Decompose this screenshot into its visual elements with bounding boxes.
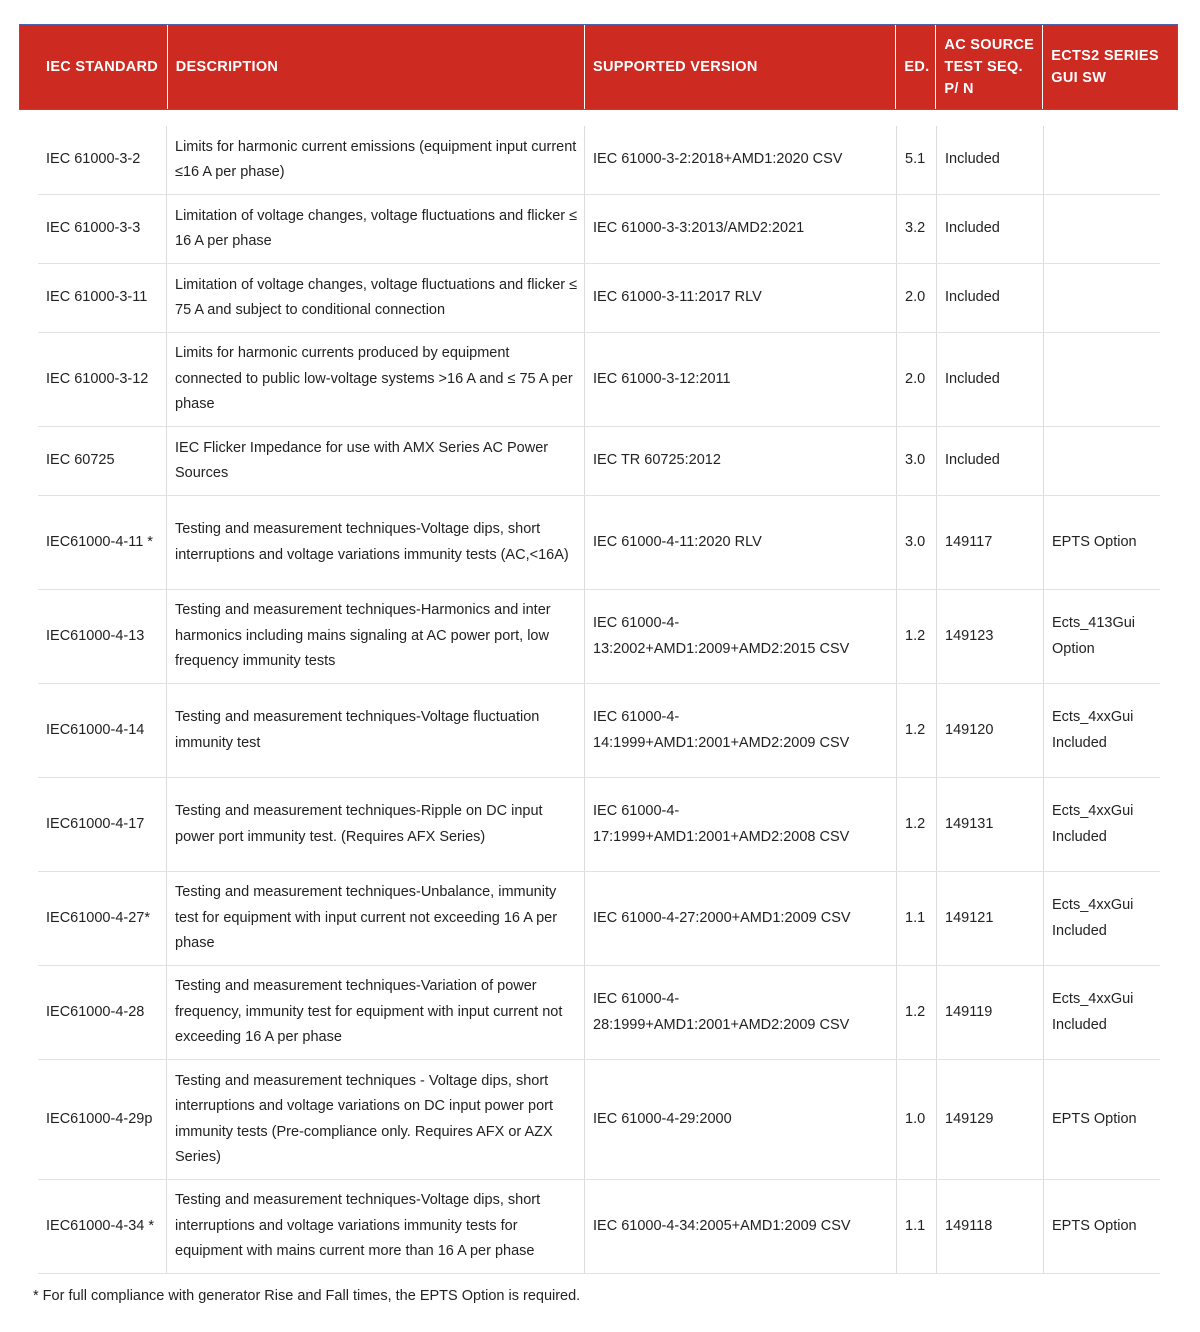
row-standard: IEC 61000-3-3 <box>46 220 141 237</box>
row-test-seq: 149120 <box>936 684 1043 777</box>
row-standard: IEC 61000-3-11 <box>46 289 148 306</box>
table-row <box>38 590 1160 684</box>
row-test-seq: Included <box>936 126 1043 194</box>
row-edition: 1.0 <box>896 1060 936 1179</box>
row-description: Testing and measurement techniques-Ripple on DC input power port immunity test. (Requires AFX Series) <box>166 778 584 871</box>
row-description: Limits for harmonic currents produced by equipment connected to public low-voltage systems >16 A and ≤ 75 A per phase <box>166 333 584 426</box>
standards-table <box>38 126 1160 1274</box>
row-supported-version: IEC 61000-4-28:1999+AMD1:2001+AMD2:2009 CSV <box>584 966 896 1059</box>
row-supported-version: IEC 61000-3-12:2011 <box>584 333 896 426</box>
row-standard: IEC61000-4-13 <box>46 627 145 644</box>
row-description: Testing and measurement techniques-Voltage dips, short interruptions and voltage variations immunity tests for equipment with mains current more than 16 A per phase <box>166 1180 584 1273</box>
row-edition: 3.0 <box>896 496 936 589</box>
row-standard: IEC61000-4-28 <box>46 1003 145 1020</box>
row-standard: IEC 61000-3-2 <box>46 151 141 168</box>
row-description: Testing and measurement techniques-Voltage dips, short interruptions and voltage variations immunity tests (AC,<16A) <box>166 496 584 589</box>
row-test-seq: 149119 <box>936 966 1043 1059</box>
table-row <box>38 778 1160 872</box>
row-standard: IEC61000-4-11 * <box>46 533 153 550</box>
row-edition: 5.1 <box>896 126 936 194</box>
row-supported-version: IEC 61000-3-3:2013/AMD2:2021 <box>584 195 896 263</box>
row-supported-version: IEC 61000-4-17:1999+AMD1:2001+AMD2:2008 CSV <box>584 778 896 871</box>
table-row <box>38 1060 1160 1180</box>
row-gui-sw: Ects_4xxGui Included <box>1043 778 1160 871</box>
row-standard: IEC61000-4-29p <box>46 1110 153 1127</box>
row-description: Testing and measurement techniques-Variation of power frequency, immunity test for equipment with input current not exceeding 16 A per phase <box>166 966 584 1059</box>
row-gui-sw: Ects_4xxGui Included <box>1043 966 1160 1059</box>
row-supported-version: IEC 61000-4-13:2002+AMD1:2009+AMD2:2015 CSV <box>584 590 896 683</box>
row-gui-sw: Ects_4xxGui Included <box>1043 872 1160 965</box>
table-row <box>38 1180 1160 1274</box>
row-test-seq: Included <box>936 195 1043 263</box>
row-description: Testing and measurement techniques-Voltage fluctuation immunity test <box>166 684 584 777</box>
row-standard: IEC61000-4-27* <box>46 909 150 926</box>
row-test-seq: 149118 <box>936 1180 1043 1273</box>
row-description: Limitation of voltage changes, voltage fluctuations and flicker ≤ 16 A per phase <box>166 195 584 263</box>
row-test-seq: 149129 <box>936 1060 1043 1179</box>
row-test-seq: Included <box>936 427 1043 495</box>
row-edition: 3.0 <box>896 427 936 495</box>
table-row <box>38 496 1160 590</box>
header-iec-standard: IEC STANDARD <box>46 59 159 75</box>
row-test-seq: 149123 <box>936 590 1043 683</box>
row-supported-version: IEC 61000-3-2:2018+AMD1:2020 CSV <box>584 126 896 194</box>
footnote: * For full compliance with generator Rise and Fall times, the EPTS Option is required. <box>33 1288 581 1304</box>
row-edition: 1.1 <box>896 1180 936 1273</box>
row-supported-version: IEC 61000-4-34:2005+AMD1:2009 CSV <box>584 1180 896 1273</box>
row-test-seq: 149131 <box>936 778 1043 871</box>
row-gui-sw <box>1043 333 1160 426</box>
row-supported-version: IEC TR 60725:2012 <box>584 427 896 495</box>
row-standard: IEC61000-4-14 <box>46 721 145 738</box>
row-description: Testing and measurement techniques - Voltage dips, short interruptions and voltage variations on DC input power port immunity tests (Pre-compliance only. Requires AFX or AZX Series) <box>166 1060 584 1179</box>
row-test-seq: Included <box>936 264 1043 332</box>
row-edition: 1.2 <box>896 590 936 683</box>
header-description: DESCRIPTION <box>167 25 584 109</box>
row-edition: 1.2 <box>896 966 936 1059</box>
row-edition: 1.1 <box>896 872 936 965</box>
header-ects2-gui-sw: ECTS2 SERIES GUI SW <box>1042 25 1177 109</box>
header-ac-source-test-seq: AC SOURCE TEST SEQ. P/ N <box>935 25 1042 109</box>
row-standard: IEC 61000-3-12 <box>46 370 149 387</box>
row-gui-sw <box>1043 126 1160 194</box>
row-gui-sw: EPTS Option <box>1043 496 1160 589</box>
table-row <box>38 427 1160 496</box>
header-supported-version: SUPPORTED VERSION <box>584 25 895 109</box>
table-header <box>19 24 1178 110</box>
row-gui-sw: Ects_4xxGui Included <box>1043 684 1160 777</box>
row-standard: IEC61000-4-34 * <box>46 1217 155 1234</box>
row-edition: 1.2 <box>896 778 936 871</box>
row-edition: 2.0 <box>896 264 936 332</box>
table-row <box>38 195 1160 264</box>
row-gui-sw: EPTS Option <box>1043 1060 1160 1179</box>
table-row <box>38 872 1160 966</box>
row-supported-version: IEC 61000-4-27:2000+AMD1:2009 CSV <box>584 872 896 965</box>
table-row <box>38 264 1160 333</box>
table-row <box>38 333 1160 427</box>
row-edition: 1.2 <box>896 684 936 777</box>
row-gui-sw: Ects_413Gui Option <box>1043 590 1160 683</box>
table-row <box>38 126 1160 195</box>
row-test-seq: 149117 <box>936 496 1043 589</box>
row-test-seq: Included <box>936 333 1043 426</box>
row-supported-version: IEC 61000-4-29:2000 <box>584 1060 896 1179</box>
row-gui-sw <box>1043 427 1160 495</box>
row-description: IEC Flicker Impedance for use with AMX Series AC Power Sources <box>166 427 584 495</box>
row-standard: IEC 60725 <box>46 452 115 469</box>
row-supported-version: IEC 61000-4-14:1999+AMD1:2001+AMD2:2009 CSV <box>584 684 896 777</box>
table-row <box>38 966 1160 1060</box>
table-row <box>38 684 1160 778</box>
row-supported-version: IEC 61000-3-11:2017 RLV <box>584 264 896 332</box>
header-edition: ED. <box>895 25 935 109</box>
row-description: Testing and measurement techniques-Harmonics and inter harmonics including mains signaling at AC power port, low frequency immunity tests <box>166 590 584 683</box>
row-edition: 2.0 <box>896 333 936 426</box>
row-edition: 3.2 <box>896 195 936 263</box>
row-gui-sw <box>1043 264 1160 332</box>
row-supported-version: IEC 61000-4-11:2020 RLV <box>584 496 896 589</box>
row-gui-sw: EPTS Option <box>1043 1180 1160 1273</box>
row-description: Limits for harmonic current emissions (equipment input current ≤16 A per phase) <box>166 126 584 194</box>
row-gui-sw <box>1043 195 1160 263</box>
row-description: Testing and measurement techniques-Unbalance, immunity test for equipment with input current not exceeding 16 A per phase <box>166 872 584 965</box>
row-standard: IEC61000-4-17 <box>46 815 145 832</box>
row-description: Limitation of voltage changes, voltage fluctuations and flicker ≤ 75 A and subject to conditional connection <box>166 264 584 332</box>
row-test-seq: 149121 <box>936 872 1043 965</box>
